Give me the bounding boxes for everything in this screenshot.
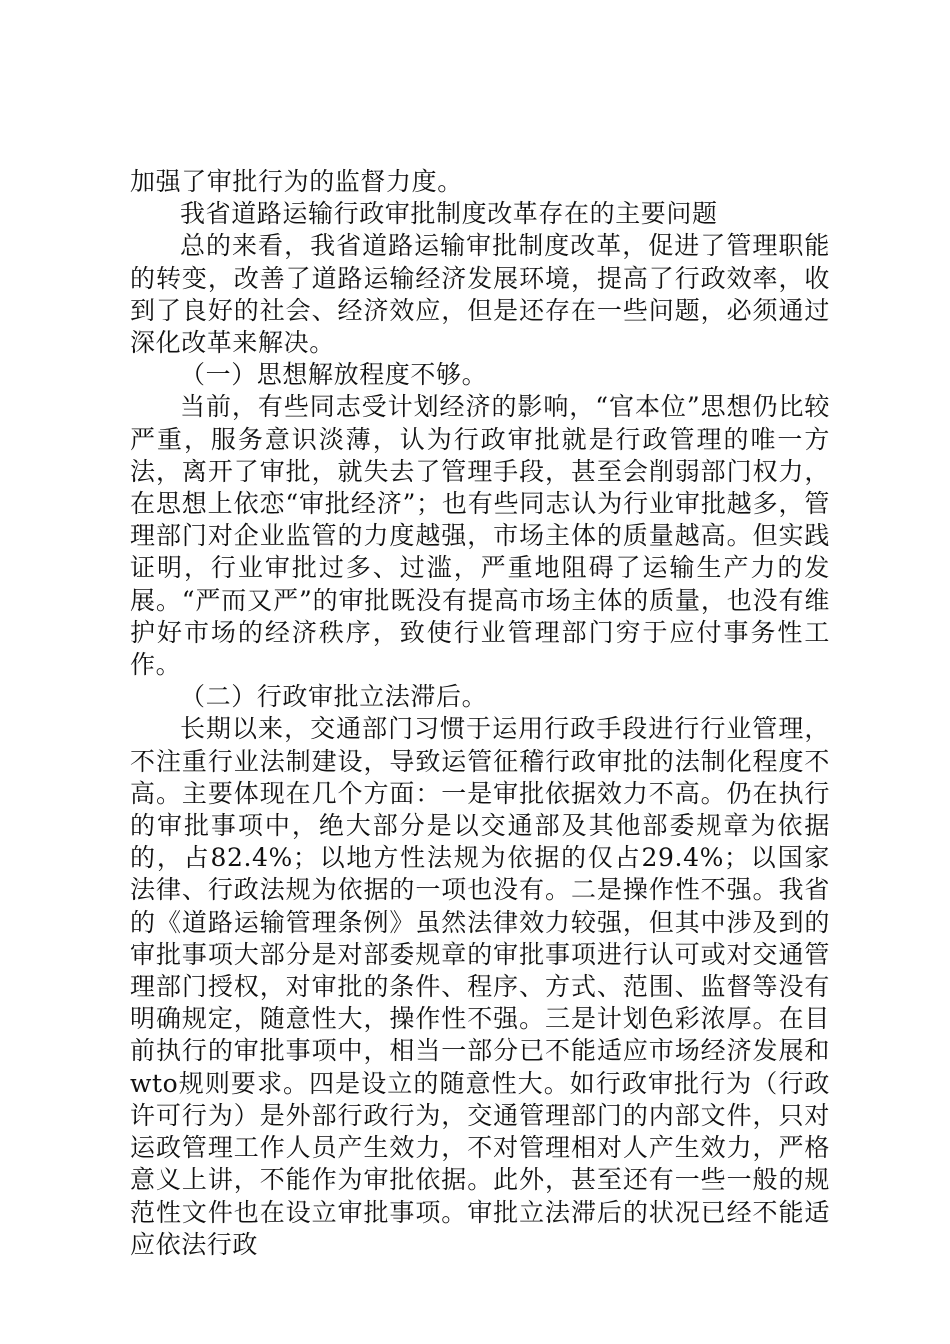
document-body — [130, 166, 830, 1261]
paragraph-overview: 总的来看，我省道路运输审批制度改革，促进了管理职能的转变，改善了道路运输经济发展环境，提高了行政效率，收到了良好的社会、经济效应，但是还存在一些问题，必须通过深化改革来解决。 — [130, 231, 830, 358]
section-heading-main-problems: 我省道路运输行政审批制度改革存在的主要问题 — [180, 199, 718, 229]
paragraph-continuation: 加强了审批行为的监督力度。 — [130, 167, 463, 196]
paragraph-thought: 当前，有些同志受计划经济的影响，“官本位”思想仍比较严重，服务意识淡薄，认为行政审批就是行政管理的唯一方法，离开了审批，就失去了管理手段，甚至会削弱部门权力，在思想上依恋“审批经济”；也有些同志认为行业审批越多，管理部门对企业监管的力度越强，市场主体的质量越高。但实践证明，行业审批过多、过滥，严重地阻碍了运输生产力的发展。“严而又严”的审批既没有提高市场主体的质量，也没有维护好市场的经济秩序，致使行业管理部门穷于应付事务性工作。 — [130, 392, 830, 680]
subheading-one: （一）思想解放程度不够。 — [180, 360, 488, 390]
subheading-two: （二）行政审批立法滞后。 — [180, 682, 488, 712]
paragraph-legislation: 长期以来，交通部门习惯于运用行政手段进行行业管理，不注重行业法制建设，导致运管征稽行政审批的法制化程度不高。主要体现在几个方面：一是审批依据效力不高。仍在执行的审批事项中，绝大部分是以交通部及其他部委规章为依据的，占82.4%；以地方性法规为依据的仅占29.4%；以国家法律、行政法规为依据的一项也没有。二是操作性不强。我省的《道路运输管理条例》虽然法律效力较强，但其中涉及到的审批事项大部分是对部委规章的审批事项进行认可或对交通管理部门授权，对审批的条件、程序、方式、范围、监督等没有明确规定，随意性大，操作性不强。三是计划色彩浓厚。在目前执行的审批事项中，相当一部分已不能适应市场经济发展和wto规则要求。四是设立的随意性大。如行政审批行为（行政许可行为）是外部行政行为，交通管理部门的内部文件，只对运政管理工作人员产生效力，不对管理相对人产生效力，严格意义上讲，不能作为审批依据。此外，甚至还有一些一般的规范性文件也在设立审批事项。审批立法滞后的状况已经不能适应依法行政 — [130, 714, 830, 1259]
